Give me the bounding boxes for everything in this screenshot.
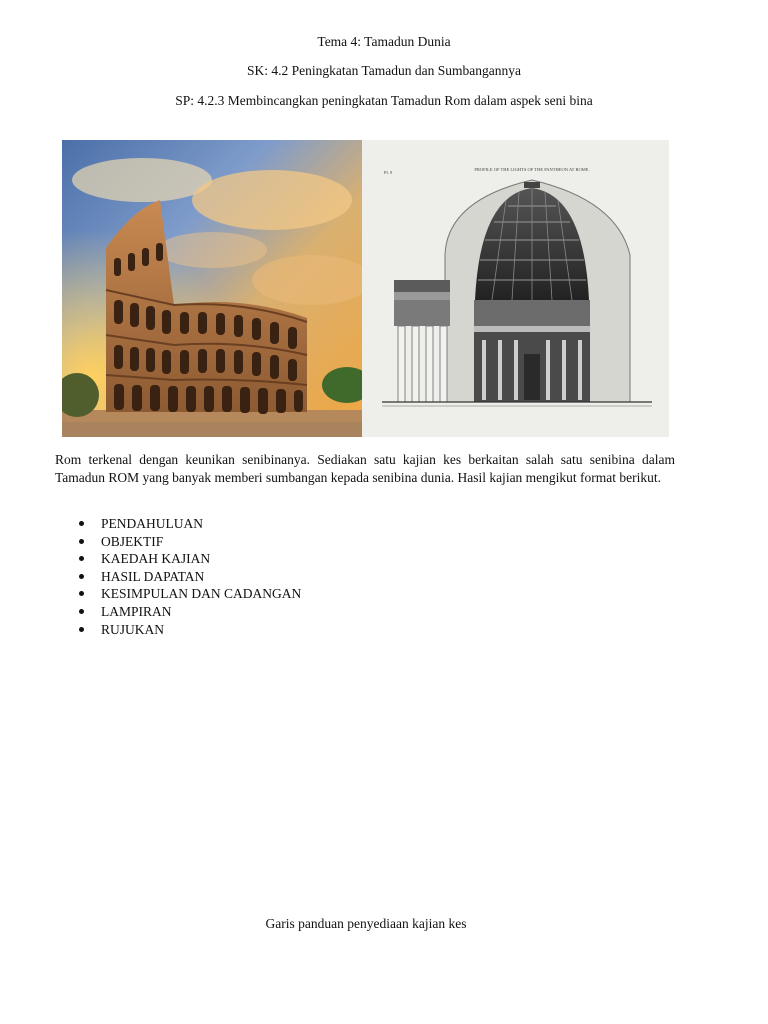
list-item: KESIMPULAN DAN CADANGAN [76, 585, 301, 603]
engraving-plate: Pl. 9 [384, 170, 393, 175]
engraving-caption: PROFILE OF THE LIGHTS OF THE PANTHEON AT ROME. [474, 167, 590, 172]
format-list [76, 515, 301, 638]
instruction-paragraph: Rom terkenal dengan keunikan senibinanya. Sediakan satu kajian kes berkaitan salah satu senibina dalam Tamadun ROM yang banyak memberi sumbangan kepada senibina dunia. Hasil kajian mengikut format berikut. [55, 452, 675, 485]
architecture-figure [62, 140, 669, 437]
pantheon-engraving [362, 140, 669, 437]
list-item: PENDAHULUAN [76, 515, 301, 533]
list-item: LAMPIRAN [76, 603, 301, 621]
sp-heading: SP: 4.2.3 Membincangkan peningkatan Tamadun Rom dalam aspek seni bina [175, 93, 593, 108]
list-item: RUJUKAN [76, 621, 301, 639]
sk-heading: SK: 4.2 Peningkatan Tamadun dan Sumbangannya [246, 63, 521, 78]
colosseum-photo [62, 140, 372, 437]
theme-heading: Tema 4: Tamadun Dunia [317, 34, 451, 49]
footer-caption: Garis panduan penyediaan kajian kes [265, 916, 467, 931]
list-item: KAEDAH KAJIAN [76, 550, 301, 568]
list-item: HASIL DAPATAN [76, 568, 301, 586]
list-item: OBJEKTIF [76, 533, 301, 551]
